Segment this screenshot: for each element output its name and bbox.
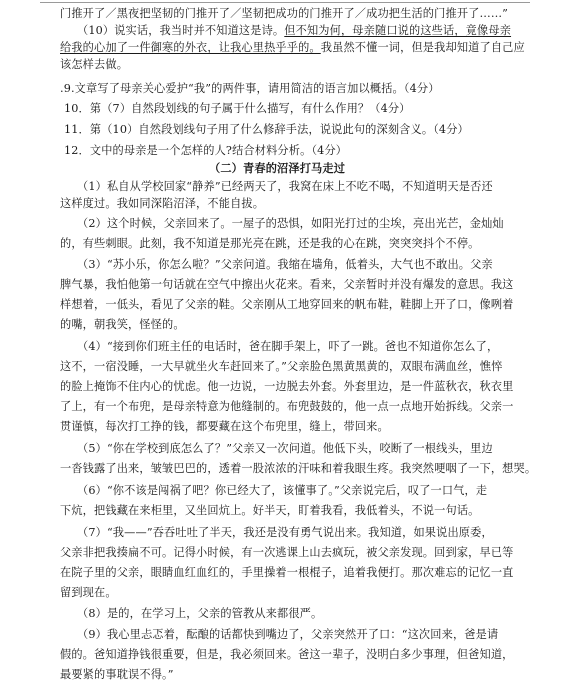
section-title: （二）青春的沼泽打马走过 <box>209 161 346 175</box>
text-line: 在院子里的父亲，眼睛血红血红的，手里操着一根棍子，追着我便打。那次难忘的记忆一直 <box>60 566 514 579</box>
question-9: .9.文章写了母亲关心爱护“我”的两件事，请用简洁的语言加以概括。（4分） <box>60 82 440 95</box>
text-line: 这不，一宿没睡，一大早就坐火车赶回来了。”父亲脸色黑黄黑黄的，双眼布满血丝，憔悴 <box>60 360 503 373</box>
paragraph-10-line <box>77 23 511 39</box>
text-line: 下炕，把钱藏在来柜里，又坐回炕上。好半天，盯着我看，我低着头，不说一句话。 <box>60 504 480 517</box>
text-line: 了上，有一个布兜，是母亲特意为他缝制的。布兜鼓鼓的，他一点一点地开始拆线。父亲一 <box>60 400 514 413</box>
text-line: （6）“你不该是闯祸了吧？你已经大了，该懂事了。”父亲说完后，叹了一口气，走 <box>77 484 488 497</box>
question-12: 12．文中的母亲是一个怎样的人?结合材料分析。（4分） <box>64 144 348 157</box>
top-divider <box>40 2 530 3</box>
text-line: （9）我心里忐忑着，酝酿的话都快到嘴边了，父亲突然开了口：“这次回来，爸是请 <box>77 628 499 641</box>
text-line: （3）“苏小乐，你怎么啦？”父亲问道。我缩在墙角，低着头，大气也不敢出。父亲 <box>77 258 493 271</box>
text-line: （4）“接到你们班主任的电话时，爸在脚手架上，吓了一跳。爸也不知道你怎么了， <box>77 340 499 353</box>
text-line: 这样度过。我如同深陷沼泽，不能自拔。 <box>60 197 265 210</box>
text-line: （7）“我——”吞吞吐吐了半天，我还是没有勇气说出来。我知道，如果说出原委， <box>77 526 493 539</box>
text-line: 一沓钱露了出来，皱皱巴巴的，透着一股浓浓的汗味和着我眼生疼。我突然哽咽了一下，想哭。 <box>60 462 537 475</box>
text-line: 父亲非把我揍扁不可。记得小时候，有一次逃课上山去疯玩，被父亲发现。回到家，早已等 <box>60 546 514 559</box>
text-line: 贯谨慎，每次打工挣的钱，都要藏在这个布兜里，缝上，带回来。 <box>60 420 389 433</box>
text-line: 的嘴，朝我笑，怪怪的。 <box>60 318 185 331</box>
paragraph-10-line <box>60 40 525 56</box>
text-span: 我虽然不懂一词，但是我却知道了自己应 <box>320 41 525 54</box>
text-line: 门推开了／黑夜把坚韧的门推开了／坚韧把成功的门推开了／成功把生活的门推开了……” <box>60 7 509 20</box>
question-11: 11．第（10）自然段划线句子用了什么修辞手法，说说此句的深刻含义。（4分） <box>64 123 469 136</box>
text-line: 最要紧的事耽误不得。” <box>60 668 174 681</box>
text-line: 样想着，一低头，看见了父亲的鞋。父亲刚从工地穿回来的帆布鞋，鞋脚上开了口，像咧着 <box>60 298 514 311</box>
text-line: （8）是的，在学习上，父亲的管教从来都很严。 <box>77 607 323 620</box>
text-line: 脾气暴，我怕他第一句话就在空气中擦出火花来。看来，父亲暂时并没有爆发的意思。我这 <box>60 278 514 291</box>
text-line: 留到现在。 <box>60 586 117 599</box>
question-10: 10．第（7）自然段划线的句子属于什么描写，有什么作用？（4分） <box>64 102 411 115</box>
underlined-sentence: 给我的心加了一件御寒的外衣，让我心里热乎乎的。 <box>60 41 321 54</box>
text-line: 假的。爸知道挣钱很重要，但是，我必须回来。爸这一辈子，没明白多少事理，但爸知道， <box>60 648 514 661</box>
underlined-sentence: 但不知为何，母亲随口说的这些话，竟像母亲 <box>284 24 512 37</box>
text-line: （2）这个时候，父亲回来了。一屋子的恐惧，如阳光打过的尘埃，亮出光芒，金灿灿 <box>77 217 504 230</box>
text-line: 的，有些刺眼。此刻，我不知道是那光亮在跳，还是我的心在跳，突突突抖个不停。 <box>60 237 480 250</box>
text-line: 该怎样去做。 <box>60 58 129 71</box>
text-line: 的脸上掩饰不住内心的忧虑。他一边说，一边脱去外套。外套里边，是一件蓝秋衣，秋衣里 <box>60 380 514 393</box>
text-line: （1）私自从学校回家“静养”已经两天了，我窝在床上不吃不喝，不知道明天是否还 <box>77 180 493 193</box>
text-span: （10）说实话，我当时并不知道这是诗。 <box>77 24 285 37</box>
text-line: （5）“你在学校到底怎么了？”父亲又一次问道。他低下头，咬断了一根线头，里边 <box>77 442 493 455</box>
